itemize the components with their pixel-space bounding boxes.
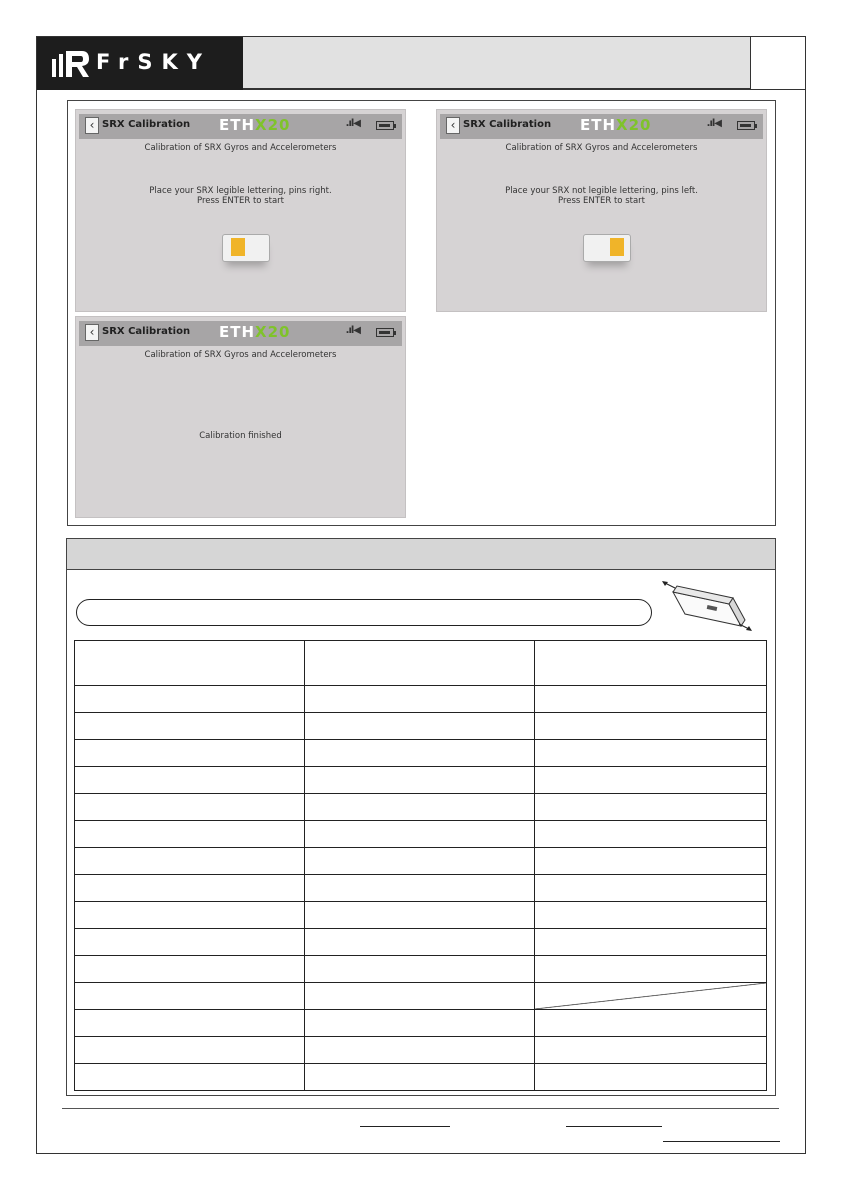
table-cell xyxy=(535,740,767,767)
table-cell xyxy=(304,848,535,875)
table-row xyxy=(75,1037,767,1064)
table-cell-diagonal xyxy=(535,983,767,1010)
brand-main: ETH xyxy=(219,323,256,341)
header-divider xyxy=(243,89,806,90)
srx-device-icon xyxy=(222,234,270,262)
screen-calibration-step-1 xyxy=(75,109,406,312)
page-number-box xyxy=(751,37,806,89)
srx-device-icon xyxy=(583,234,631,262)
table-cell xyxy=(75,794,305,821)
table-row xyxy=(75,929,767,956)
table-cell xyxy=(304,794,535,821)
table-header-cell xyxy=(304,641,535,686)
table-cell xyxy=(304,956,535,983)
table-cell xyxy=(75,686,305,713)
table-cell xyxy=(75,767,305,794)
signal-icon: .ıl◀ xyxy=(345,118,360,129)
table-cell xyxy=(75,740,305,767)
screen-calibration-step-2 xyxy=(436,109,767,312)
instruction-line-2: Press ENTER to start xyxy=(196,196,284,206)
signal-icon: .ıl◀ xyxy=(706,118,721,129)
table-cell xyxy=(304,1064,535,1091)
srx-orientation-icon xyxy=(659,576,755,632)
brand-main: ETH xyxy=(219,116,256,134)
table-row xyxy=(75,875,767,902)
table-cell xyxy=(304,929,535,956)
table-cell xyxy=(75,983,305,1010)
table-row xyxy=(75,740,767,767)
instruction-line-1: Place your SRX not legible lettering, pins left. xyxy=(505,186,698,196)
brand-accent: X20 xyxy=(255,323,291,341)
section-header-bar xyxy=(66,538,776,570)
table-row xyxy=(75,821,767,848)
battery-icon xyxy=(376,328,394,337)
data-table xyxy=(74,640,767,1091)
frsky-mark-icon xyxy=(52,51,90,77)
screen-subtitle: Calibration of SRX Gyros and Accelerometers xyxy=(144,143,337,153)
table-row xyxy=(75,1010,767,1037)
table-cell xyxy=(535,1037,767,1064)
table-row xyxy=(75,713,767,740)
table-cell xyxy=(75,713,305,740)
table-cell xyxy=(75,1064,305,1091)
table-cell xyxy=(304,902,535,929)
eth-brand xyxy=(219,116,291,134)
table-header-cell xyxy=(75,641,305,686)
table-header-row xyxy=(75,641,767,686)
back-arrow-icon[interactable]: ‹ xyxy=(85,117,99,134)
table-header-cell xyxy=(535,641,767,686)
footer-divider xyxy=(62,1108,779,1109)
screen-title: SRX Calibration xyxy=(463,119,552,130)
battery-icon xyxy=(376,121,394,130)
table-cell xyxy=(75,821,305,848)
eth-brand xyxy=(219,323,291,341)
table-cell xyxy=(535,875,767,902)
table-cell xyxy=(535,821,767,848)
table-cell xyxy=(304,1010,535,1037)
table-cell xyxy=(535,1064,767,1091)
table-cell xyxy=(535,929,767,956)
table-cell xyxy=(304,767,535,794)
table-row xyxy=(75,902,767,929)
screen-title: SRX Calibration xyxy=(102,119,191,130)
instruction-line-1: Place your SRX legible lettering, pins right. xyxy=(149,186,332,196)
table-cell xyxy=(75,929,305,956)
table-cell xyxy=(535,1010,767,1037)
footer-underline xyxy=(360,1126,450,1127)
screen-subtitle: Calibration of SRX Gyros and Accelerometers xyxy=(144,350,337,360)
brand-logo-text: FrSKY xyxy=(96,50,211,74)
table-cell xyxy=(535,902,767,929)
instruction-line-2: Press ENTER to start xyxy=(557,196,645,206)
table-row xyxy=(75,794,767,821)
table-row xyxy=(75,767,767,794)
table-row xyxy=(75,1064,767,1091)
table-cell xyxy=(535,713,767,740)
table-cell xyxy=(75,1010,305,1037)
eth-brand xyxy=(580,116,652,134)
screen-topbar xyxy=(79,114,402,139)
screen-subtitle: Calibration of SRX Gyros and Accelerometers xyxy=(505,143,698,153)
table-row xyxy=(75,956,767,983)
footer-underline xyxy=(566,1126,662,1127)
table-cell xyxy=(75,956,305,983)
table-cell xyxy=(535,848,767,875)
table-cell xyxy=(535,686,767,713)
screen-title: SRX Calibration xyxy=(102,326,191,337)
screen-calibration-finished xyxy=(75,316,406,518)
header-title-band xyxy=(243,37,751,89)
table-row xyxy=(75,686,767,713)
table-cell xyxy=(304,1037,535,1064)
table-cell xyxy=(304,821,535,848)
table-cell xyxy=(535,956,767,983)
table-cell xyxy=(304,713,535,740)
table-row xyxy=(75,848,767,875)
rounded-label-bar xyxy=(76,599,652,626)
signal-icon: .ıl◀ xyxy=(345,325,360,336)
table-cell xyxy=(75,902,305,929)
calibration-finished-text: Calibration finished xyxy=(199,431,282,441)
table-cell xyxy=(304,875,535,902)
table-cell xyxy=(75,875,305,902)
back-arrow-icon[interactable]: ‹ xyxy=(446,117,460,134)
footer-underline xyxy=(663,1141,780,1142)
table-cell xyxy=(75,1037,305,1064)
table-cell xyxy=(304,983,535,1010)
table-cell xyxy=(535,767,767,794)
screen-topbar xyxy=(79,321,402,346)
brand-accent: X20 xyxy=(616,116,652,134)
table-row xyxy=(75,983,767,1010)
brand-accent: X20 xyxy=(255,116,291,134)
screen-topbar xyxy=(440,114,763,139)
brand-main: ETH xyxy=(580,116,617,134)
table-cell xyxy=(75,848,305,875)
table-cell xyxy=(304,686,535,713)
table-cell xyxy=(304,740,535,767)
back-arrow-icon[interactable]: ‹ xyxy=(85,324,99,341)
table-cell xyxy=(535,794,767,821)
battery-icon xyxy=(737,121,755,130)
